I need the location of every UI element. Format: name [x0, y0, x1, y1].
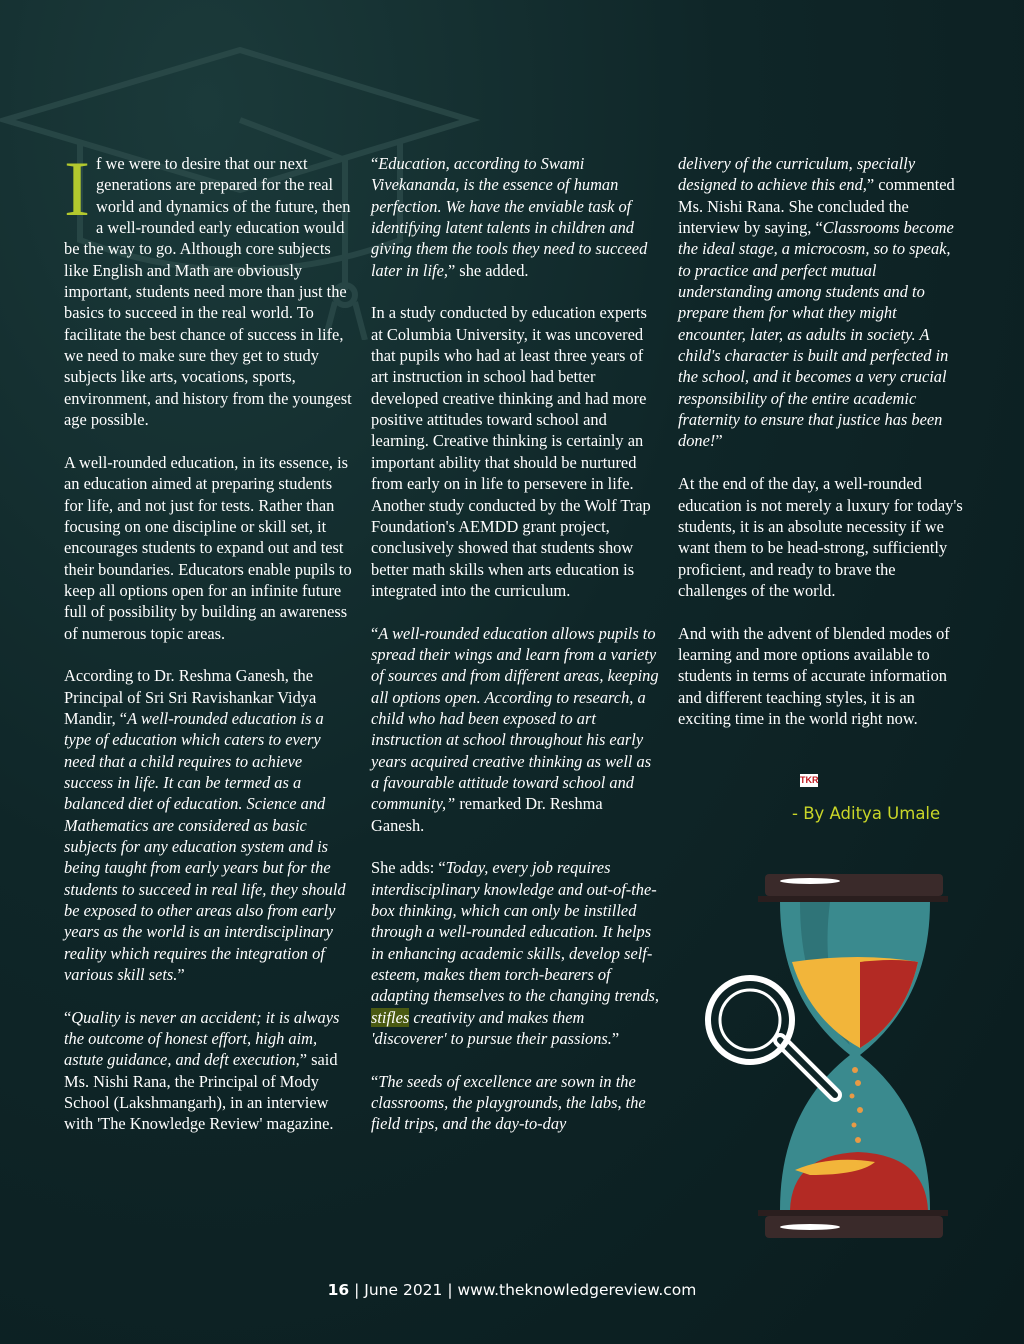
website-link[interactable]: www.theknowledgereview.com: [457, 1281, 697, 1299]
paragraph: “The seeds of excellence are sown in the classrooms, the playgrounds, the labs, the field trips, and the day-to-day: [371, 1071, 646, 1134]
paragraph: And with the advent of blended modes of learning and more options available to students in terms of accurate information and different teaching styles, it is an exciting time in the world right now.: [678, 623, 950, 728]
paragraph: She adds: “Today, every job requires interdisciplinary knowledge and out-of-the-box thinking, which can only be instilled through a well-rounded education. It helps in enhancing academic skills, develop self-esteem, makes them torch-bearers of adapting themselves to the changing trends, stifles creativity and makes them 'discoverer' to pursue their passions.”: [371, 858, 660, 1049]
paragraph: “A well-rounded education allows pupils to spread their wings and learn from a variety of sources and from different areas, keeping all options open. According to research, a child who had been exposed to art instruction at school throughout his early years acquired creative thinking as well as a favourable attitude toward school and community,” remarked Dr. Reshma Ganesh.: [371, 623, 659, 835]
page-footer: 16 | June 2021 | www.theknowledgereview.com: [327, 1281, 697, 1299]
paragraph: At the end of the day, a well-rounded education is not merely a luxury for today's students, it is an absolute necessity if we want them to be head-strong, sufficiently proficient, and ready to brave the challenges of the world.: [678, 474, 963, 600]
paragraph: delivery of the curriculum, specially designed to achieve this end,” commented Ms. Nishi Rana. She concluded the interview by saying, “Classrooms become the ideal stage, a microcosm, so to speak, to practice and perfect mutual understanding among students and to prepare them for what they might encounter, later, as adults in society. A child's character is built and perfected in the school, and it becomes a very crucial responsibility of the entire academic fraternity to ensure that justice has been done!”: [678, 154, 955, 451]
dropcap: I: [64, 145, 90, 232]
hourglass-icon: [700, 870, 950, 1245]
article-column-1: [64, 145, 352, 1156]
byline: - By Aditya Umale: [792, 804, 941, 823]
issue-date: June 2021: [364, 1281, 443, 1299]
quote: Today, every job requires interdisciplinary knowledge and out-of-the-box thinking, which can only be instilled through a well-rounded education. It helps in enhancing academic skills, develop self-esteem, makes them torch-bearers of adapting themselves to the changing trends,: [371, 858, 660, 1006]
quote: delivery of the curriculum, specially designed to achieve this end,: [678, 154, 916, 195]
article-column-3: [678, 153, 966, 751]
page-number: 16: [327, 1281, 350, 1299]
quote: The seeds of excellence are sown in the classrooms, the playgrounds, the labs, the field trips, and the day-to-day: [371, 1071, 646, 1134]
quote: Quality is never an accident; it is always the outcome of honest effort, high aim, astute guidance, and deft execution,: [64, 1007, 340, 1070]
paragraph: A well-rounded education, in its essence, is an education aimed at preparing students for life, and not just for tests. Rather than focusing on one discipline or skill set, it encourages students to expand out and test their boundaries. Educators enable pupils to keep all options open for an infinite future full of possibility by building an awareness of numerous topic areas.: [64, 452, 352, 643]
quote: creativity and makes them 'discoverer' to pursue their passions.: [371, 1007, 612, 1049]
highlighted-word: stifles: [371, 1007, 410, 1027]
article-column-2: [371, 153, 659, 1156]
quote: A well-rounded education is a type of education which caters to every need that a child requires to achieve success in life. It can be termed as a balanced diet of education. Science and Mathematics are considered as basic subjects for any education system and is being taught from early years but for the students to succeed in real life, they should be exposed to other areas also from early years as the world is an interdisciplinary reality which requires the integration of various skill sets.: [64, 708, 346, 985]
paragraph: “Education, according to Swami Vivekananda, is the essence of human perfection. We have the enviable task of identifying latent talents in children and giving them the tools they need to succeed later in life,” she added.: [371, 154, 648, 280]
paragraph: According to Dr. Reshma Ganesh, the Principal of Sri Sri Ravishankar Vidya Mandir, “A well-rounded education is a type of education which caters to every need that a child requires to achieve success in life. It can be termed as a balanced diet of education. Science and Mathematics are considered as basic subjects for any education system and is being taught from early years but for the students to succeed in real life, they should be exposed to other areas also from early years as the world is an interdisciplinary reality which requires the integration of various skill sets.”: [64, 666, 346, 985]
paragraph: “Quality is never an accident; it is always the outcome of honest effort, high aim, astute guidance, and deft execution,” said Ms. Nishi Rana, the Principal of Mody School (Lakshmangarh), in an interview with 'The Knowledge Review' magazine.: [64, 1007, 340, 1134]
tkr-logo: TKR: [800, 775, 819, 785]
quote: Classrooms become the ideal stage, a microcosm, so to speak, to practice and perfect mutual understanding among students and to prepare them for what they might encounter, later, as adults in society. A child's character is built and perfected in the school, and it becomes a very crucial responsibility of the entire academic fraternity to ensure that justice has been done!: [678, 218, 954, 451]
quote: Education, according to Swami Vivekananda, is the essence of human perfection. We have the enviable task of identifying latent talents in children and giving them the tools they need to succeed later in life,: [371, 154, 648, 280]
quote: A well-rounded education allows pupils to spread their wings and learn from a variety of sources and from different areas, keeping all options open. According to research, a child who had been exposed to art instruction at school throughout his early years acquired creative thinking as well as a favourable attitude toward school and community,”: [371, 623, 659, 814]
paragraph: In a study conducted by education experts at Columbia University, it was uncovered that pupils who had at least three years of art instruction in school had better developed creative thinking and had more positive attitudes toward school and learning. Creative thinking is certainly an important ability that should be nurtured from early on in life to persevere in life. Another study conducted by the Wolf Trap Foundation's AEMDD grant project, conclusively showed that students show better math skills when arts education is integrated into the curriculum.: [371, 303, 651, 600]
paragraph: If we were to desire that our next generations are prepared for the real world and dynamics of the future, then a well-rounded early education would be the way to go. Although core subjects like English and Math are obviously important, students need more than just the basics to succeed in the real world. To facilitate the best chance of success in life, we need to make sure they get to study subjects like arts, vocations, sports, environment, and history from the youngest age possible.: [64, 145, 352, 430]
